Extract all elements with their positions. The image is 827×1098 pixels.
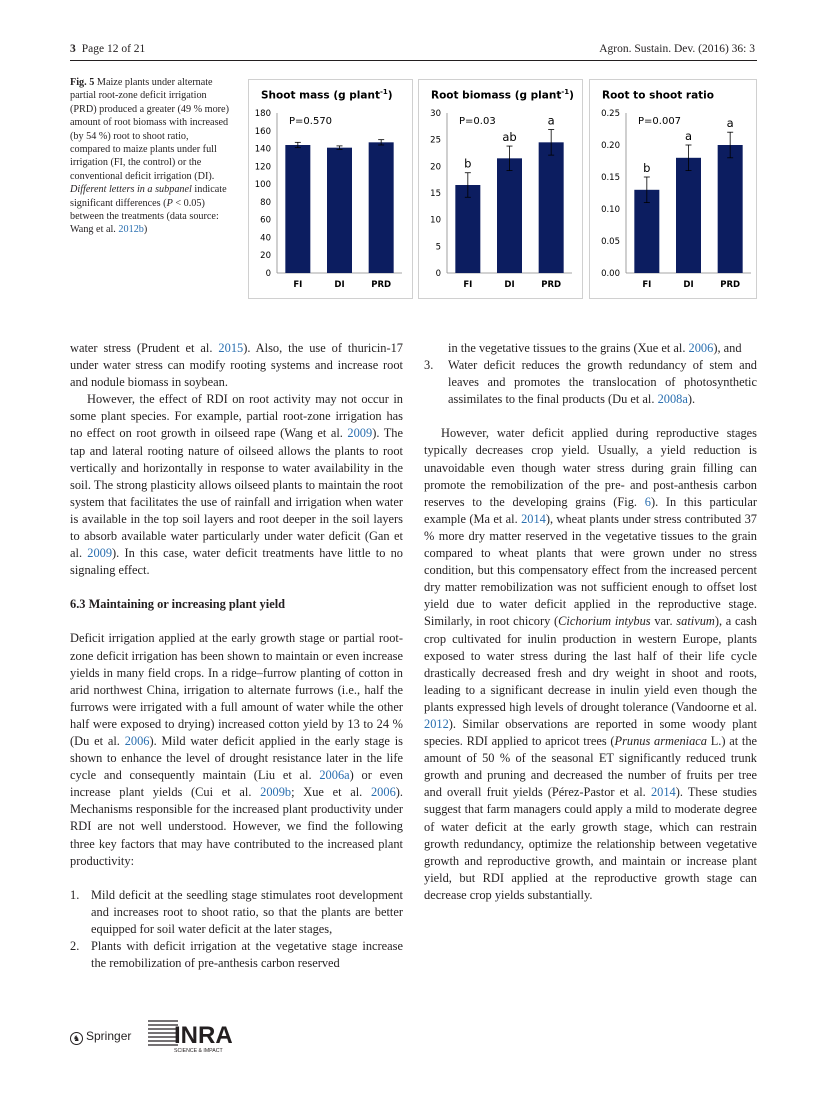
caption-text: ) [143,224,148,236]
chart-plot [419,80,582,298]
y-tick-label: 30 [430,109,441,119]
citation-link[interactable]: 2014 [521,511,546,526]
y-tick-label: 180 [254,109,271,119]
running-header-left [70,43,145,55]
y-tick-label: 0.10 [601,205,620,215]
y-tick-label: 0.25 [601,109,620,119]
significance-letter: b [464,156,472,171]
springer-logo [70,1029,131,1045]
page-number: 3 [70,43,76,55]
y-tick-label: 140 [254,144,271,155]
p-value-annotation: P=0.007 [638,116,682,127]
list-item: 1. Mild deficit at the seedling stage stimulates root development and increases root to shoot ratio, so that the plants are better equipped for soil water deficit at the later stages, [70,887,403,936]
y-tick-label: 0.20 [601,141,620,151]
y-tick-label: 20 [430,162,441,173]
header-rule [70,60,757,61]
y-tick-label: 80 [260,197,271,208]
citation-link[interactable]: 2008a [657,392,688,407]
caption-text: indicate significant differences ( [70,184,227,209]
caption-italic: Different letters in a subpanel [70,184,192,196]
page-of: Page 12 of 21 [81,43,146,55]
caption-text: < 0.05) between the treatments (data source: Wang et al. [70,197,219,236]
y-tick-label: 25 [430,135,441,146]
citation-link[interactable]: 2006 [124,733,150,748]
figure-link[interactable]: 6 [644,494,651,509]
paragraph: water stress (Prudent et al. 2015). Also, the use of thuricin-17 under water stress can modify rooting systems and increase root and nodule biomass in soybean. [70,341,403,390]
journal-citation: Agron. Sustain. Dev. (2016) 36: 3 [599,43,755,55]
y-tick-label: 160 [254,126,271,137]
significance-letter: a [726,116,734,131]
paragraph: However, the effect of RDI on root activity may not occur in some plant species. For example, partial root-zone irrigation has no effect on root growth in oilseed rape (Wang et al. 2009). The tap and lateral rooting nature of oilseed allows the plants to root vertically and horizontally in response to water availability in the soil. The strong plasticity allows oilseed plants to maintain the root system that facilitates the use of rainfall and irrigation when water is available in the top soil layers and root deeper in the soil layers to absorb available water particularly under water deficit (Gan et al. 2009). In this case, water deficit treatments have little to no signaling effect. [70,392,403,578]
citation-link[interactable]: 2006a [319,768,350,783]
x-tick-label: PRD [371,280,392,290]
bar [676,158,701,273]
inra-tagline: SCIENCE & IMPACT [174,1048,223,1054]
citation-link[interactable]: 2009 [87,546,113,561]
chart-plot [590,80,756,298]
x-tick-label: FI [463,280,473,290]
citation-link[interactable]: 2009 [347,426,373,441]
citation-link[interactable]: 2012 [424,716,449,731]
y-tick-label: 5 [435,242,441,253]
x-tick-label: FI [293,280,303,290]
x-tick-label: DI [683,280,694,290]
springer-label: Springer [86,1029,132,1043]
significance-letter: a [684,129,693,143]
list-item-continued: in the vegetative tissues to the grains (Xue et al. 2006), and [448,341,742,355]
chart-panel-root-shoot-ratio [589,79,757,299]
right-column [424,340,757,904]
caption-text: Maize plants under alternate partial root-zone deficit irrigation (PRD) produced a greater (49 % more) amount of root biomass with increased (by 54 %) root to shoot ratio, compared to maize plants under full irrigation (FI, the control) or the conventional deficit irrigation (DI). [70,77,229,182]
citation-link[interactable]: 2015 [218,341,244,355]
inra-wordmark: INRA [174,1022,233,1049]
figure-caption [70,76,230,237]
chart-plot [249,80,412,298]
x-tick-label: PRD [720,280,741,290]
y-tick-label: 20 [260,251,271,262]
citation-link[interactable]: 2009b [260,785,292,800]
y-tick-label: 120 [254,162,271,173]
y-tick-label: 0.15 [601,173,620,183]
bar [327,148,352,273]
bar [369,142,394,273]
inra-logo [146,1013,241,1055]
section-heading: 6.3 Maintaining or increasing plant yield [70,597,286,612]
y-tick-label: 100 [254,180,271,191]
p-value-annotation: P=0.03 [459,116,496,127]
citation-link[interactable]: 2006 [370,785,396,800]
chart-title: Root biomass (g plant$^{-1}$) [431,88,574,102]
significance-letter: ab [502,130,517,145]
y-tick-label: 40 [260,233,271,244]
chart-title: Shoot mass (g plant$^{-1}$) [261,88,393,102]
x-tick-label: DI [504,280,515,290]
caption-label: Fig. 5 [70,77,95,88]
significance-letter: a [547,113,555,128]
bar [455,185,480,273]
bar [497,158,522,273]
y-tick-label: 15 [430,189,441,199]
chart-title: Root to shoot ratio [602,89,714,102]
springer-horse-icon: ♞ [70,1032,83,1045]
y-tick-label: 0.05 [601,237,620,247]
paragraph: However, water deficit applied during reproductive stages typically decreases crop yield. Usually, a yield reduction is unavoidable even though water stress during grain filling can promote the remobilization of the pre- and post-anthesis carbon reserves to the developing grains (Fig. 6). In this particular example (Ma et al. 2014), wheat plants under stress contributed 37 % more dry matter reserved in the vegetative tissues to the grain compared to wheat plants that were grown under no stress condition, but this compensatory effect from the increased percent dry matter remobilization was not sufficient enough to offset lost yield due to water deficit applied in the reproductive stage. Similarly, in root chicory (Cichorium intybus var. sativum), a cash crop cultivated for inulin production in western Europe, plants exposed to water stress during the last half of their life cycle drastically decreased fresh and dry weight in shoot and roots, leading to a significant decrease in inulin yield even though the plants expressed high levels of drought tolerance (Vandoorne et al. 2012). Similar observations are reported in some woody plant species. RDI applied to apricot trees (Prunus armeniaca L.) at the amount of 50 % of the seasonal ET significantly reduced trunk growth and pruning and decreased the number of fruits per tree and overall fruit yields (Pérez-Pastor et al. 2014). These studies suggest that farm managers could apply a mild to moderate degree of water deficit at the early growth stage, which can restrain growth redundancy, optimize the relationship between vegetative growth and reproductive growth, and maintain or increase plant yield, but RDI applied at the reproductive growth stage can decrease crop yields substantially. [424,426,758,902]
x-tick-label: PRD [541,280,562,290]
left-column [70,340,403,972]
y-tick-label: 0 [265,269,271,279]
citation-link[interactable]: 2006 [688,341,714,355]
citation-link[interactable]: 2014 [650,785,676,800]
y-tick-label: 0.00 [601,269,620,279]
paragraph: Deficit irrigation applied at the early growth stage or partial root-zone deficit irrigation has been shown to maintain or even increase yields in many field crops. In a ridge–furrow planting of cotton in arid northwest China, irrigation to alternate furrows (i.e., half the furrows were irrigated with a full amount of water while the other half were exposed to drying) increased cotton yield by 13 to 24 % (Du et al. 2006). Mild water deficit applied in the early stage is shown to enhance the level of drought resistance later in the life cycle and consequently maintain (Liu et al. 2006a) or even increase plant yields (Cui et al. 2009b; Xue et al. 2006). Mechanisms responsible for the increased plant productivity under RDI are not well understood. However, we find the following three key factors that may have contributed to the increased plant productivity: [70,631,403,868]
y-tick-label: 10 [430,215,441,226]
bar [718,145,743,273]
y-tick-label: 60 [260,215,271,226]
list-item: 2. Plants with deficit irrigation at the vegetative stage increase the remobilization of pre-anthesis carbon reserved [70,939,403,971]
x-tick-label: FI [642,280,652,290]
chart-panel-root-biomass [418,79,583,299]
significance-letter: b [643,161,651,175]
bar [285,145,310,273]
x-tick-label: DI [334,280,345,290]
list-item: 3. Water deficit reduces the growth redundancy of stem and leaves and promotes the translocation of photosynthetic assimilates to the final products (Du et al. 2008a). [424,358,757,407]
p-value-annotation: P=0.570 [289,116,333,127]
chart-panel-shoot-mass [248,79,413,299]
bar [539,142,564,273]
y-tick-label: 0 [435,269,441,279]
caption-ref-link[interactable]: 2012b [118,224,144,236]
caption-p: P [166,197,173,209]
